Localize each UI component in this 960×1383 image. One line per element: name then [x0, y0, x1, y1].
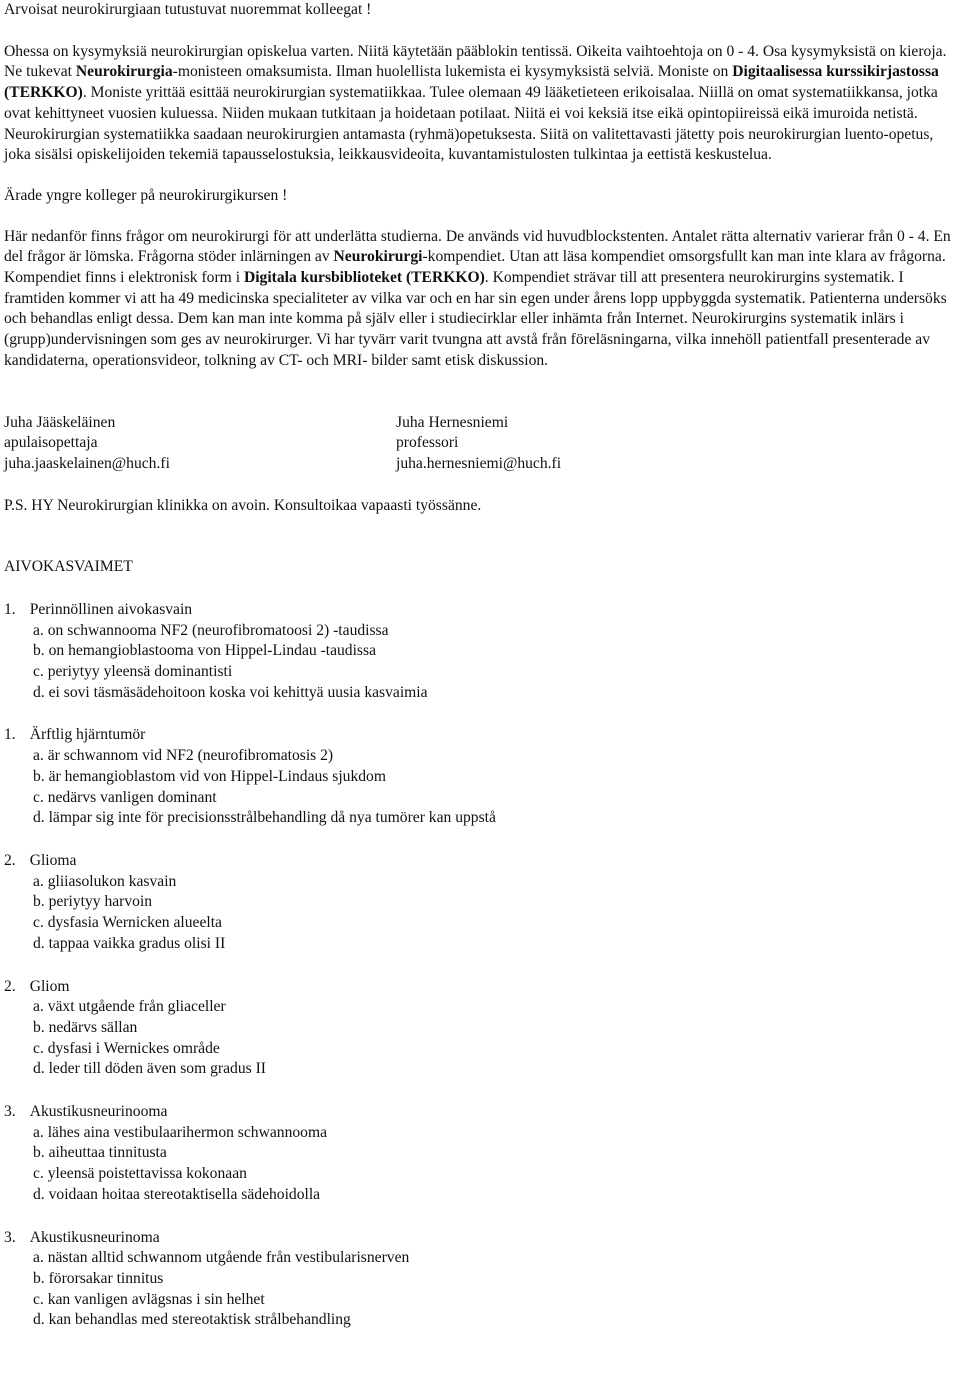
question-item [4, 1228, 952, 1332]
answer-option: d. kan behandlas med stereotaktisk strålbehandling [33, 1311, 351, 1329]
text-run: . Moniste yrittää esittää neurokirurgian systematiikkaa. Tulee olemaan 49 lääketieteen erikoisalaa. Niillä on omat systematiikkansa, jotka ovat kehittyneet vuosien kuluessa. Niiden mukaan tutkitaan ja hoidetaan potilaat. Niitä ei voi keksiä itse eikä opintopiireissä eikä imuroida netistä. Neurokirurgian systematiikka saadaan neurokirurgien antamasta (ryhmä)opetuksesta. Siitä on valitettavasti jätetty pois neurokirurgian luento-opetus, joka sisälsi opiskelijoiden tekemiä tapausselostuksia, leikkausvideoita, kuvantamistulosten tulkintaa ja eettistä keskustelua. [4, 84, 938, 164]
answer-option: a. växt utgående från gliaceller [33, 998, 226, 1016]
answer-option: b. nedärvs sällan [33, 1018, 138, 1036]
answer-option: a. lähes aina vestibulaarihermon schwannooma [33, 1123, 328, 1141]
question-item [4, 725, 952, 829]
question-text: Perinnöllinen aivokasvain [29, 600, 193, 618]
answer-option: b. aiheuttaa tinnitusta [33, 1144, 167, 1162]
signature-email[interactable]: juha.hernesniemi@huch.fi [396, 454, 562, 472]
text-run: -kompendiet. Utan att läsa kompendiet omsorgsfullt kan man inte klara av frågorna. Kompendiet finns i elektronisk form i [4, 248, 946, 287]
text-run: Här nedanför finns frågor om neurokirurgi för att underlätta studierna. De används vid huvudblockstenten. Antalet rätta alternativ varierar från 0 - 4. En del frågor är lömska. Frågorna stöder inlärningen av [4, 227, 951, 266]
question-number: 1. [4, 600, 16, 618]
section-heading: AIVOKASVAIMET [4, 558, 133, 576]
signature-name: Juha Jääskeläinen [4, 413, 116, 431]
question-title [4, 1228, 952, 1249]
answer-option: c. dysfasi i Wernickes område [33, 1039, 220, 1057]
signature-left [4, 413, 170, 475]
question-number: 2. [4, 851, 16, 869]
signature-title: apulaisopettaja [4, 434, 98, 452]
answer-option: c. periytyy yleensä dominantisti [33, 663, 233, 681]
answer-option: d. lämpar sig inte för precisionsstrålbehandling då nya tumörer kan uppstå [33, 809, 496, 827]
answer-option: a. är schwannom vid NF2 (neurofibromatosis 2) [33, 747, 334, 765]
bold-run: Neurokirurgia [75, 63, 173, 81]
question-item [4, 1102, 952, 1206]
answer-option: a. on schwannooma NF2 (neurofibromatoosi 2) -taudissa [33, 621, 389, 639]
question-list [4, 600, 952, 1331]
question-number: 3. [4, 1103, 16, 1121]
question-text: Gliom [29, 977, 70, 995]
signature-block [4, 413, 952, 475]
intro-paragraph-finnish [4, 42, 952, 166]
signature-email[interactable]: juha.jaaskelainen@huch.fi [4, 454, 170, 472]
question-text: Glioma [29, 851, 77, 869]
document-page [4, 0, 952, 1331]
question-title [4, 1102, 952, 1123]
postscript: P.S. HY Neurokirurgian klinikka on avoin. Konsultoikaa vapaasti työssänne. [4, 496, 482, 514]
question-text: Akustikusneurinoma [29, 1228, 160, 1246]
question-title [4, 977, 952, 998]
answer-option: c. yleensä poistettavissa kokonaan [33, 1165, 247, 1183]
greeting-finnish: Arvoisat neurokirurgiaan tutustuvat nuoremmat kolleegat ! [4, 1, 372, 18]
answer-option: b. är hemangioblastom vid von Hippel-Lindaus sjukdom [33, 767, 386, 785]
signature-title: professori [396, 434, 459, 452]
signature-right [396, 413, 561, 475]
answer-option: b. förorsakar tinnitus [33, 1269, 164, 1287]
question-item [4, 977, 952, 1081]
question-item [4, 600, 952, 704]
answer-option: c. kan vanligen avlägsnas i sin helhet [33, 1290, 265, 1308]
bold-run: Neurokirurgi [333, 248, 423, 266]
answer-option: a. nästan alltid schwannom utgående från vestibularisnerven [33, 1249, 410, 1267]
text-run: Ohessa on kysymyksiä neurokirurgian opiskelua varten. Niitä käytetään pääblokin tentissä. Oikeita vaihtoehtoja on 0 - 4. Osa kysymyksistä on kieroja. Ne tukevat [4, 42, 947, 81]
question-title [4, 600, 952, 621]
signature-name: Juha Hernesniemi [396, 413, 509, 431]
answer-option: d. voidaan hoitaa stereotaktisella sädehoidolla [33, 1185, 321, 1203]
bold-run: Digitaalisessa kurssikirjastossa (TERKKO) [4, 63, 939, 102]
answer-option: d. leder till döden även som gradus II [33, 1060, 266, 1078]
answer-option: b. periytyy harvoin [33, 893, 153, 911]
bold-run: Digitala kursbiblioteket (TERKKO) [243, 269, 485, 287]
text-run: . Kompendiet strävar till att presentera neurokirurgins systematik. I framtiden kommer vi att ha 49 medicinska specialiteter av vilka var och en har sin egen under årens lopp uppbyggda systematik. Patienterna undersöks och behandlas enligt dessa. Dem kan man inte komma på själv eller i studiecirklar eller inhämta från Internet. Neurokirurgins systematik inlärs i (grupp)undervisningen som ges av neurokirurger. Vi har tyvärr varit tvungna att avstå från föreläsningarna, vilka innehöll patientfall presenterade av kandidaterna, operationsvideor, tolkning av CT- och MRI- bilder samt etisk diskussion. [4, 269, 947, 369]
question-item [4, 851, 952, 955]
question-number: 3. [4, 1228, 16, 1246]
question-text: Ärftlig hjärntumör [29, 726, 146, 744]
question-text: Akustikusneurinooma [29, 1103, 168, 1121]
answer-option: c. nedärvs vanligen dominant [33, 788, 217, 806]
answer-option: d. tappaa vaikka gradus olisi II [33, 934, 226, 952]
text-run: -monisteen omaksumista. Ilman huolellista lukemista ei kysymyksistä selviä. Moniste on [172, 63, 733, 81]
answer-option: a. gliiasolukon kasvain [33, 872, 177, 890]
question-title [4, 725, 952, 746]
question-title [4, 851, 952, 872]
intro-paragraph-swedish [4, 227, 952, 372]
greeting-swedish: Ärade yngre kolleger på neurokirurgikursen ! [4, 186, 288, 204]
question-number: 2. [4, 977, 16, 995]
answer-option: b. on hemangioblastooma von Hippel-Lindau -taudissa [33, 642, 376, 660]
question-number: 1. [4, 726, 16, 744]
answer-option: c. dysfasia Wernicken alueelta [33, 914, 222, 932]
answer-option: d. ei sovi täsmäsädehoitoon koska voi kehittyä uusia kasvaimia [33, 683, 428, 701]
